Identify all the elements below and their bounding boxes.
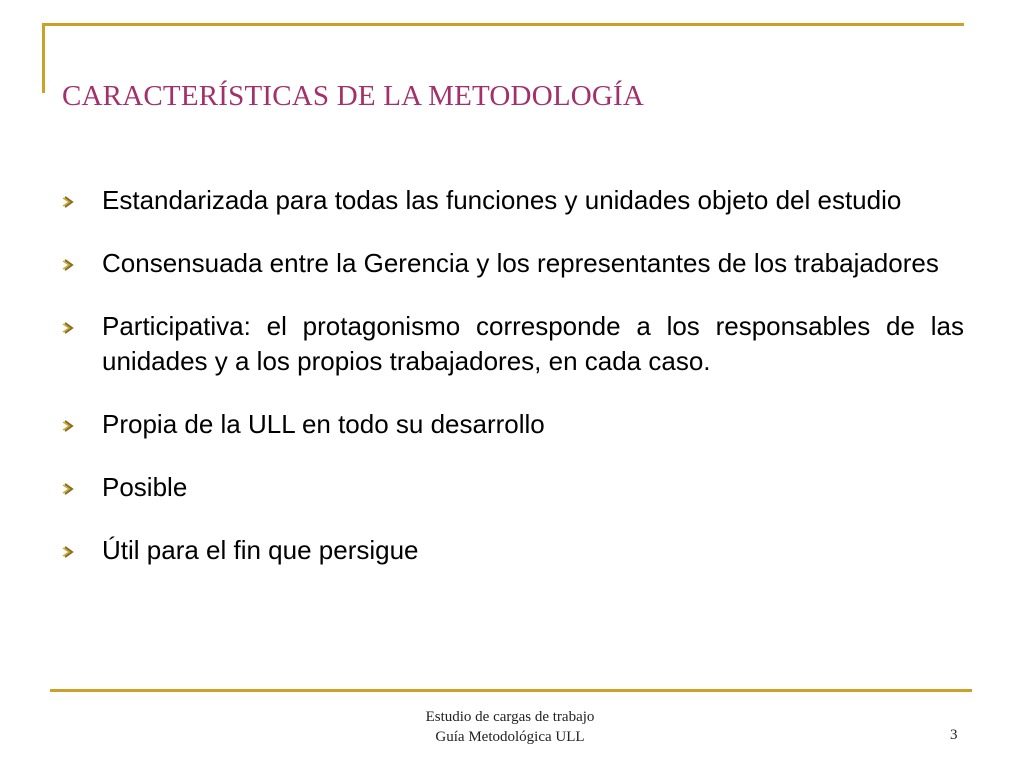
bullet-item: [60, 309, 964, 379]
bullet-item: [60, 246, 964, 281]
chevron-right-icon: [62, 183, 82, 218]
bullet-item: [60, 183, 964, 218]
frame-left-line: [42, 23, 45, 93]
footer-caption: [360, 707, 660, 747]
page-number: 3: [950, 727, 958, 743]
footer-line-2: Guía Metodológica ULL: [435, 729, 585, 745]
bullet-list: [60, 183, 964, 596]
bullet-item: [60, 533, 964, 568]
chevron-right-icon: [62, 407, 82, 442]
slide-title: CARACTERÍSTICAS DE LA METODOLOGÍA: [62, 80, 645, 112]
bullet-text: Estandarizada para todas las funciones y unidades objeto del estudio: [102, 185, 902, 215]
bullet-text: Consensuada entre la Gerencia y los representantes de los trabajadores: [102, 248, 939, 278]
bullet-item: [60, 407, 964, 442]
chevron-right-icon: [62, 470, 82, 505]
footer-line-1: Estudio de cargas de trabajo: [425, 709, 595, 725]
chevron-right-icon: [62, 246, 82, 281]
bullet-text: Propia de la ULL en todo su desarrollo: [102, 409, 545, 439]
chevron-right-icon: [62, 309, 82, 344]
frame-top-line: [42, 23, 964, 26]
bullet-text: Participativa: el protagonismo corresponde a los responsables de las unidades y a los propios trabajadores, en cada caso.: [102, 311, 964, 376]
bullet-text: Posible: [102, 472, 188, 502]
chevron-right-icon: [62, 533, 82, 568]
bullet-item: [60, 470, 964, 505]
footer-divider-line: [50, 689, 972, 692]
bullet-text: Útil para el fin que persigue: [102, 535, 419, 565]
